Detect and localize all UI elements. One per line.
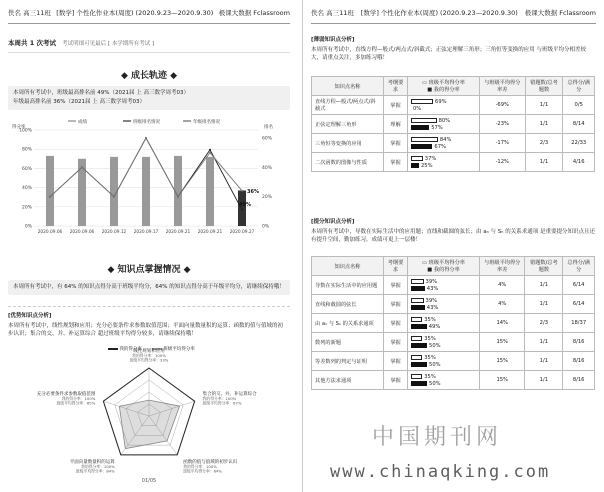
legend-mine: 我的得分率: [119, 347, 142, 352]
radar-sub: 我的得分率：100%: [81, 463, 115, 469]
radar-sub: 班级平均得分率：84%: [75, 468, 115, 474]
legend-class: 班级平均得分率: [163, 347, 195, 352]
table-row: [312, 295, 595, 314]
rate-bars: [408, 352, 480, 371]
my-rate-label: 49%: [428, 323, 441, 330]
class-rate-label: 39%: [425, 278, 438, 285]
exam-summary: [8, 38, 290, 53]
y-tick: 20%: [21, 205, 32, 211]
radar-label: 集合的交、并、补运算综合: [202, 392, 257, 398]
rank-point: [177, 196, 179, 198]
class-rate-label: 35%: [424, 335, 436, 342]
score: 6/14: [563, 276, 595, 295]
rank-point: [81, 166, 83, 168]
class-rate-label: 35%: [424, 316, 436, 323]
my-rate-label: 43%: [426, 285, 439, 292]
class-rate-bar: [411, 355, 422, 360]
rate-diff: 4%: [480, 295, 525, 314]
exam-note: 考试明细可见最后 [ 本学期所有考试 ]: [62, 41, 155, 47]
rank-point: [209, 152, 211, 154]
x-tick: 2020.09.21: [197, 230, 223, 235]
y2-tick: 60%: [262, 136, 273, 142]
rate-diff: 15%: [480, 333, 525, 352]
column-header: 知识点名称: [312, 257, 384, 276]
x-tick: 2020.09.12: [101, 230, 127, 235]
report-page-right: [302, 0, 604, 492]
knowledge-name: 三角恒等变换的应用: [312, 134, 384, 153]
knowledge-name: 直线和截圆的弦长: [312, 295, 384, 314]
y-axis-label: 得分率: [12, 125, 26, 130]
score-bar: [206, 157, 214, 226]
column-header: 知识点名称: [312, 77, 384, 96]
class-rate-label: 37%: [424, 155, 437, 162]
radar-label: 平面向量数量积的运算: [69, 459, 115, 465]
rate-diff: 15%: [480, 352, 525, 371]
table-header-row: [312, 257, 595, 276]
radar-svg: [8, 349, 290, 478]
radar-sub: 我的得分率：100%: [183, 463, 217, 469]
class-rate-bar: [411, 374, 422, 379]
requirement: 掌握: [384, 96, 408, 115]
class-rate-bar: [411, 118, 437, 123]
rate-bars: [408, 371, 480, 390]
score: 0/5: [563, 96, 595, 115]
brand-name: 极课大数据 Fclassroom: [218, 9, 290, 17]
my-rate-label: 67%: [434, 143, 446, 150]
requirement: 掌握: [384, 371, 408, 390]
knowledge-name: 二次函数的图像与性质: [312, 153, 384, 172]
rate-bars: [407, 134, 479, 153]
class-rate-bar: [411, 298, 423, 303]
rank-point: [241, 209, 243, 211]
x-tick: 2020.09.17: [133, 230, 159, 235]
rate-bars: [408, 333, 480, 352]
wrong-count: 1/1: [525, 352, 563, 371]
radar-label: 函数的值与值域的初步认识: [183, 459, 238, 465]
my-rate-label: 0%: [412, 105, 422, 112]
divider: [8, 306, 290, 307]
rate-diff: -12%: [479, 153, 525, 172]
growth-chart-svg: [8, 116, 290, 244]
score: 4/16: [563, 153, 595, 172]
wrong-count: 2/3: [525, 134, 563, 153]
requirement: 掌握: [384, 352, 408, 371]
page-header: [8, 8, 290, 24]
column-header: 考纲要求: [384, 257, 408, 276]
my-rate-bar: [411, 381, 427, 386]
rate-diff: -69%: [479, 96, 525, 115]
x-tick: 2020.09.21: [165, 230, 191, 235]
wrong-count: 1/1: [525, 276, 563, 295]
legend-label: 班级排名情况: [133, 120, 160, 125]
data-label: 49%: [239, 201, 251, 208]
score: 8/16: [563, 352, 595, 371]
column-header: 错题数/总考题数: [525, 257, 563, 276]
y-tick: 100%: [19, 128, 32, 134]
rate-bars: [408, 314, 480, 333]
wrong-count: 1/1: [525, 115, 563, 134]
growth-summary: [8, 86, 290, 110]
radar-label: 充分必要条件求参数取值范围: [36, 392, 96, 398]
column-header: 总得分/满分: [563, 257, 595, 276]
student-name: 佚名 高三11班: [8, 9, 51, 17]
my-rate-bar: [411, 163, 419, 168]
class-rate-label: 69%: [435, 98, 447, 105]
class-rate-bar: [411, 279, 423, 284]
rate-diff: -23%: [479, 115, 525, 134]
score-bar: [46, 156, 54, 226]
wrong-count: 1/1: [525, 371, 563, 390]
brand-name: 极课大数据 Fclassroom: [524, 9, 596, 17]
table-row: [312, 134, 595, 153]
rate-diff: 4%: [480, 276, 525, 295]
score: 22/33: [563, 134, 595, 153]
weak-text: 本周所有考试中，直线方程—般式/两点式/斜截式；正弦定理解三角形；三角恒等变换的应用 与班级平均分相差较大，请重点关注，多加练习哦！: [311, 47, 586, 61]
column-header: 总得分/满分: [563, 77, 595, 96]
report-title: [数学] 个性化作业本(周度) (2020.9.23—2020.9.30): [56, 9, 214, 17]
x-tick: 2020.09.27: [229, 230, 255, 235]
class-rate-bar: [411, 336, 422, 341]
watermark-cn: 中国期刊网: [372, 425, 503, 450]
my-rate-label: 43%: [426, 304, 439, 311]
radar-sub: 班级平均得分率：64%: [183, 468, 223, 474]
y-tick: 40%: [21, 186, 32, 192]
rate-bars: [408, 295, 480, 314]
requirement: 掌握: [384, 333, 408, 352]
column-header: 与班级平均得分率差: [480, 257, 525, 276]
column-header: 考纲要求: [384, 77, 408, 96]
my-rate-bar: [411, 343, 427, 348]
score: 8/16: [563, 333, 595, 352]
rank-point: [241, 190, 243, 192]
class-rate-label: 35%: [424, 373, 436, 380]
page-number: 01/05: [141, 478, 157, 484]
legend-label: 年级排名情况: [193, 120, 220, 125]
weak-table: [311, 76, 595, 172]
data-label: 36%: [247, 188, 259, 195]
table-row: [312, 314, 595, 333]
y-tick: 80%: [21, 147, 32, 153]
radar-sub: 我的得分率：100%: [132, 353, 166, 358]
rank-point: [113, 196, 115, 198]
requirement: 掌握: [384, 153, 408, 172]
score: 18/37: [563, 314, 595, 333]
class-rate-label: 80%: [438, 117, 451, 124]
knowledge-name: 其他方法求通项: [312, 371, 384, 390]
class-rate-label: 35%: [424, 354, 436, 361]
my-rate-bar: [411, 305, 425, 310]
score-bar: [238, 190, 246, 226]
rank-point: [209, 149, 211, 151]
class-rate-bar: [411, 99, 433, 104]
exam-count: 本周共 1 次考试: [8, 39, 57, 47]
my-rate-bar: [411, 362, 427, 367]
radar-class: [119, 400, 179, 448]
score-bar: [78, 159, 86, 226]
growth-chart: [8, 116, 290, 244]
knowledge-name: 正弦定理解三角形: [312, 115, 384, 134]
table-row: [312, 96, 595, 115]
my-rate-label: 50%: [429, 361, 441, 368]
requirement: 掌握: [384, 276, 408, 295]
radar-sub: 班级平均得分率：67%: [202, 400, 242, 406]
class-rate-bar: [411, 137, 438, 142]
legend-label: 成绩: [78, 120, 87, 125]
wrong-count: 2/3: [525, 314, 563, 333]
score: 8/16: [563, 371, 595, 390]
y-tick: 60%: [21, 166, 32, 172]
my-rate-bar: [411, 324, 427, 329]
table-row: [312, 276, 595, 295]
rate-diff: 15%: [480, 371, 525, 390]
knowledge-name: 直线方程—般式/两点式/斜截式: [312, 96, 384, 115]
y2-tick: 20%: [262, 195, 273, 201]
knowledge-name: 由 aₙ 与 Sₙ 的关系求通项: [312, 314, 384, 333]
wrong-count: 1/1: [525, 96, 563, 115]
improve-table: [311, 256, 595, 390]
table-row: [312, 333, 595, 352]
my-rate-label: 25%: [420, 162, 433, 169]
rank-point: [49, 196, 51, 198]
my-rate-label: 57%: [431, 124, 443, 131]
class-rate-label: 84%: [439, 136, 452, 143]
class-rate-bar: [411, 317, 422, 322]
knowledge-name: 数列的新题: [312, 333, 384, 352]
score: 6/14: [563, 295, 595, 314]
wrong-count: 1/1: [525, 333, 563, 352]
requirement: 理解: [384, 115, 408, 134]
table-row: [312, 371, 595, 390]
column-header: ▭ 班级平均得分率 ■ 我的得分率: [408, 257, 480, 276]
my-rate-bar: [411, 125, 429, 130]
rate-bars: [407, 153, 479, 172]
knowledge-name: 等差数列的判定与证明: [312, 352, 384, 371]
grade-rank-text: 年级最高排名前 36%（2021届 上 高三数学周考03）: [13, 99, 145, 105]
strength-title: [优势知识点分析]: [8, 313, 52, 319]
radar-sub: 我的得分率：100%: [61, 396, 96, 402]
improve-text: 本周所有考试中，导数在实际生活中的应用题；直线和截圆的弦长；由 aₙ 与 Sₙ 的关系求通项 是重要提分知识点且还有提升空间，勤加练习，成绩可更上一层楼！: [311, 229, 595, 243]
my-rate-bar: [411, 286, 425, 291]
column-header: 与班级平均得分率差: [479, 77, 525, 96]
x-tick: 2020.09.06: [69, 230, 95, 235]
radar-chart: [8, 346, 290, 478]
y2-axis-label: 排名: [264, 125, 273, 130]
column-header: 错题数/总考题数: [525, 77, 563, 96]
improve-title: [提分知识点分析]: [311, 219, 355, 225]
radar-sub: 班级平均得分率：65%: [56, 400, 96, 406]
x-tick: 2020.09.06: [37, 230, 63, 235]
table-row: [312, 153, 595, 172]
class-rate-label: 39%: [425, 297, 438, 304]
wrong-count: 1/1: [525, 295, 563, 314]
my-rate-bar: [411, 144, 432, 149]
requirement: 掌握: [384, 295, 408, 314]
score: 8/14: [563, 115, 595, 134]
radar-label: 线性规划和应用: [133, 349, 165, 354]
page-header: [311, 8, 596, 24]
table-row: [312, 352, 595, 371]
rate-diff: -17%: [479, 134, 525, 153]
knowledge-name: 导数在实际生活中的应用题: [312, 276, 384, 295]
table-row: [312, 115, 595, 134]
rank-point: [145, 137, 147, 139]
radar-sub: 班级平均得分率：33%: [129, 357, 169, 363]
my-rate-label: 50%: [429, 342, 441, 349]
weak-title: [薄弱知识点分析]: [311, 37, 355, 43]
column-header: ▭ 班级平均得分率 ■ 我的得分率: [407, 77, 479, 96]
knowledge-summary: 本周所有考试中，有 64% 的知识点得分高于班级平均分，64% 的知识点得分高于年级平均分，请继续保持哦！: [8, 280, 290, 295]
requirement: 掌握: [384, 134, 408, 153]
requirement: 掌握: [384, 314, 408, 333]
score-bar: [142, 157, 150, 226]
report-page-left: [0, 0, 298, 492]
my-rate-label: 50%: [429, 380, 441, 387]
table-header-row: [312, 77, 595, 96]
rate-bars: [408, 276, 480, 295]
student-name: 佚名 高三11班: [311, 9, 354, 17]
y-tick: 0%: [24, 224, 32, 230]
wrong-count: 1/1: [525, 153, 563, 172]
rate-bars: [407, 96, 479, 115]
class-rate-bar: [411, 156, 423, 161]
rate-bars: [407, 115, 479, 134]
report-title: [数学] 个性化作业本(周度) (2020.9.23—2020.9.30): [360, 9, 518, 17]
knowledge-title: ◆ 知识点掌握情况 ◆: [107, 265, 191, 275]
watermark-url: www.chinaqking.com: [330, 462, 551, 482]
strength-text: 本周所有考试中，线性规划和应用；充分必要条件求参数取值范围；平面向量数量积的运算；函数的值与值域的初步认识；集合的交、并、补运算综合 超过班级平均得分较多，请继续保持哦！: [8, 323, 284, 337]
growth-title: ◆ 成长轨迹 ◆: [120, 71, 178, 81]
radar-sub: 我的得分率：100%: [202, 396, 237, 402]
y2-tick: 0%: [262, 224, 270, 230]
class-rank-text: 本周所有考试中，班级最高排名前 49%（2021届 上 高三数学周考03）: [13, 90, 189, 96]
rate-diff: 14%: [480, 314, 525, 333]
y2-tick: 40%: [262, 165, 273, 171]
